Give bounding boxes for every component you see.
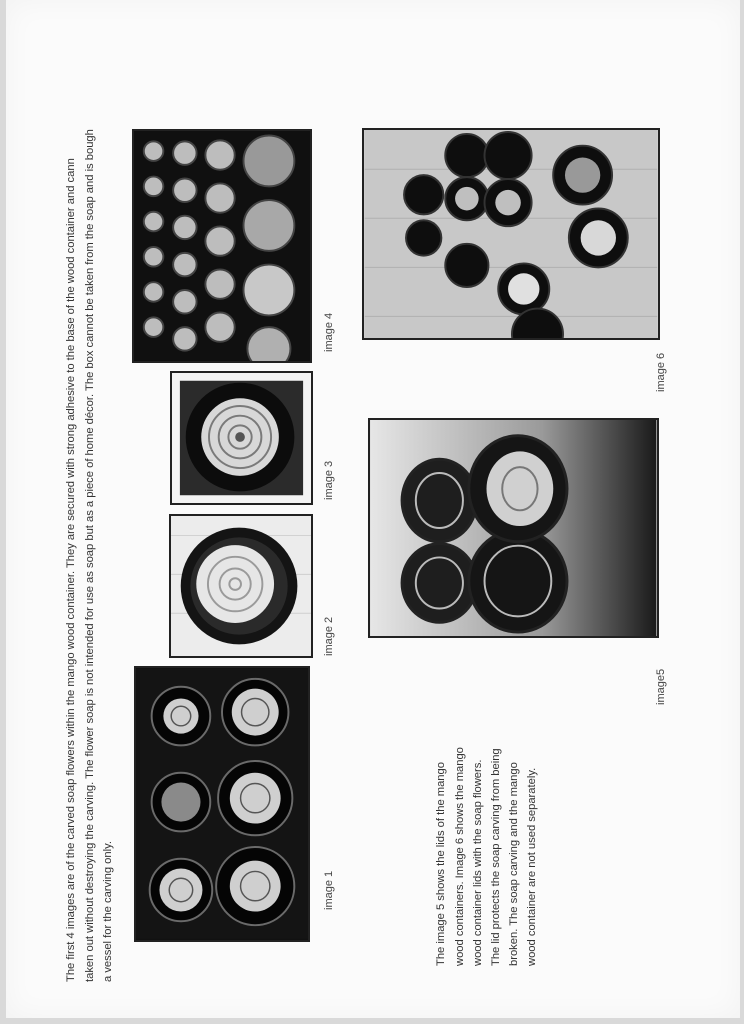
note-line-2: wood containers. Image 6 shows the mango <box>454 747 466 966</box>
image-5-photo <box>368 418 659 638</box>
image-2-caption: image 2 <box>323 616 335 656</box>
note-line-1: The image 5 shows the lids of the mango <box>435 762 447 966</box>
image-3-photo <box>170 371 313 505</box>
image-1-photo <box>134 666 310 942</box>
intro-line-2: taken out without destroying the carving. The flower soap is not intended for use as soap but as a piece of home décor. The box cannot be taken from the soap and is bough <box>84 129 96 982</box>
image-4-photo <box>132 129 312 363</box>
image-3-caption: image 3 <box>323 460 335 500</box>
note-line-3: wood container lids with the soap flowers. <box>472 759 484 966</box>
image-6-photo <box>362 128 660 340</box>
intro-line-1: The first 4 images are of the carved soap flowers within the mango wood container. They are secured with strong adhesive to the base of the wood container and cann <box>65 158 77 982</box>
image-2-photo <box>169 514 313 658</box>
note-line-5: broken. The soap carving and the mango <box>508 762 520 966</box>
document-page <box>6 0 740 1018</box>
note-line-4: The lid protects the soap carving from being <box>490 748 502 966</box>
image-1-caption: image 1 <box>323 870 335 910</box>
note-line-6: wood container are not used separately. <box>526 767 538 966</box>
image-6-caption: image 6 <box>655 352 667 392</box>
image-4-caption: image 4 <box>323 312 335 352</box>
image-5-caption: image5 <box>655 668 667 705</box>
intro-line-3: a vessel for the carving only. <box>102 841 114 982</box>
